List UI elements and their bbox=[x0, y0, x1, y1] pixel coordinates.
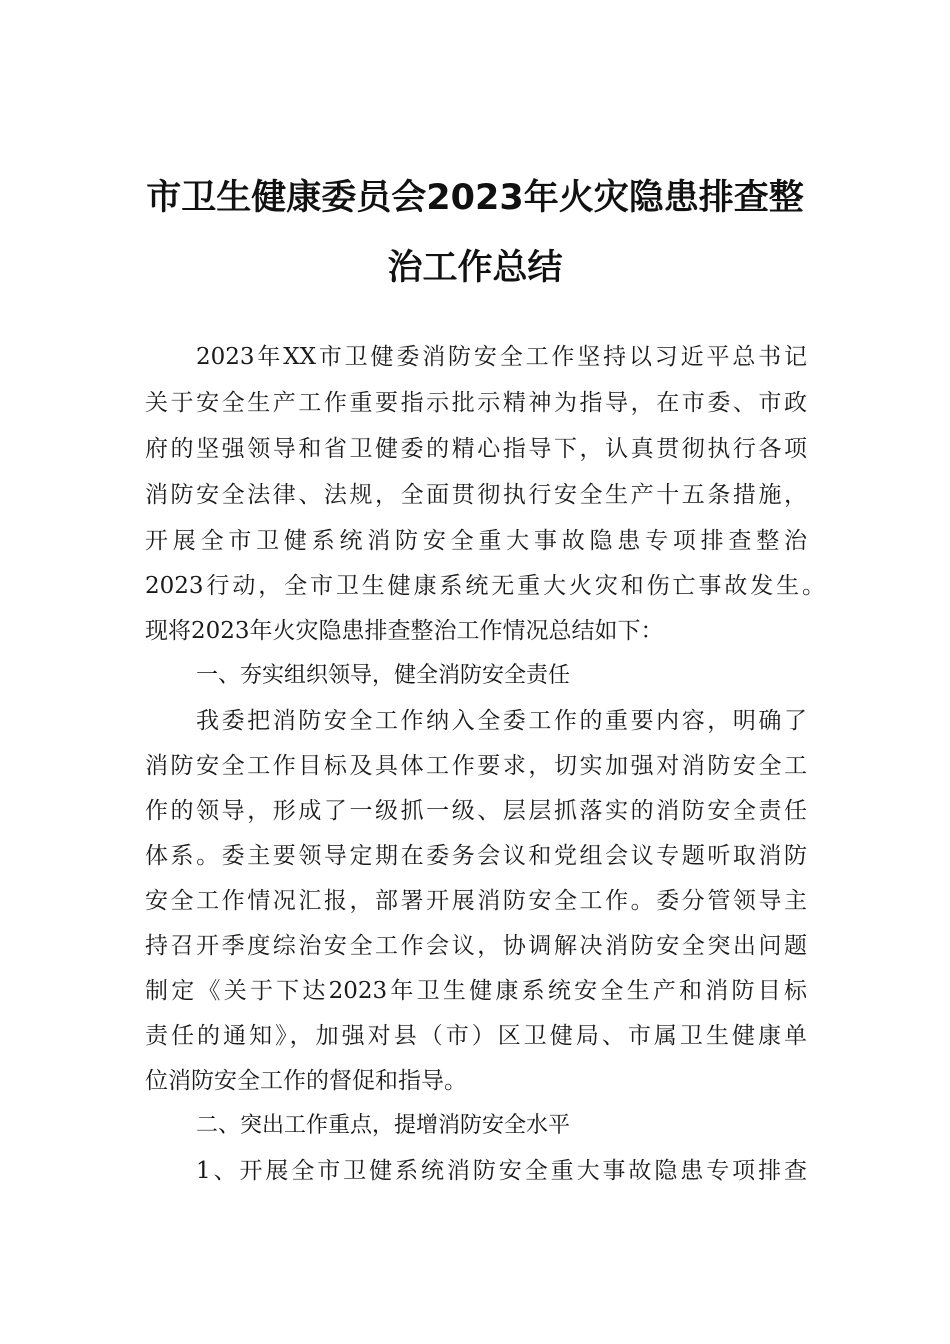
intro-line: 消防安全法律、法规，全面贯彻执行安全生产十五条措施， bbox=[145, 482, 807, 508]
intro-line: 2023年XX市卫健委消防安全工作坚持以习近平总书记 bbox=[196, 344, 807, 370]
section-2-line: 1、开展全市卫健系统消防安全重大事故隐患专项排查 bbox=[196, 1158, 807, 1184]
section-1-line: 作的领导，形成了一级抓一级、层层抓落实的消防安全责任 bbox=[145, 798, 807, 824]
intro-line: 现将2023年火灾隐患排查整治工作情况总结如下： bbox=[145, 618, 664, 644]
section-1-line: 消防安全工作目标及具体工作要求，切实加强对消防安全工 bbox=[145, 753, 807, 779]
section-1-line: 位消防安全工作的督促和指导。 bbox=[145, 1068, 467, 1094]
intro-line: 关于安全生产工作重要指示批示精神为指导，在市委、市政 bbox=[145, 390, 807, 416]
intro-line: 开展全市卫健系统消防安全重大事故隐患专项排查整治 bbox=[145, 528, 807, 554]
section-1-line: 制定《关于下达2023年卫生健康系统安全生产和消防目标 bbox=[145, 978, 807, 1004]
section-1-line: 体系。委主要领导定期在委务会议和党组会议专题听取消防 bbox=[145, 843, 807, 869]
intro-line: 府的坚强领导和省卫健委的精心指导下，认真贯彻执行各项 bbox=[145, 436, 807, 462]
section-1-line: 持召开季度综治安全工作会议，协调解决消防安全突出问题 bbox=[145, 933, 807, 959]
intro-line: 2023行动，全市卫生健康系统无重大火灾和伤亡事故发生。 bbox=[145, 573, 825, 599]
section-1-heading: 一、夯实组织领导，健全消防安全责任 bbox=[196, 663, 571, 688]
section-1-line: 责任的通知》，加强对县（市）区卫健局、市属卫生健康单 bbox=[145, 1023, 807, 1049]
section-1-line: 我委把消防安全工作纳入全委工作的重要内容，明确了 bbox=[196, 708, 807, 734]
document-title-line-1: 市卫生健康委员会2023年火灾隐患排查整 bbox=[146, 178, 804, 218]
document-title-line-2: 治工作总结 bbox=[387, 248, 563, 288]
section-1-line: 安全工作情况汇报，部署开展消防安全工作。委分管领导主 bbox=[145, 888, 807, 914]
section-2-heading: 二、突出工作重点，提增消防安全水平 bbox=[196, 1113, 571, 1138]
